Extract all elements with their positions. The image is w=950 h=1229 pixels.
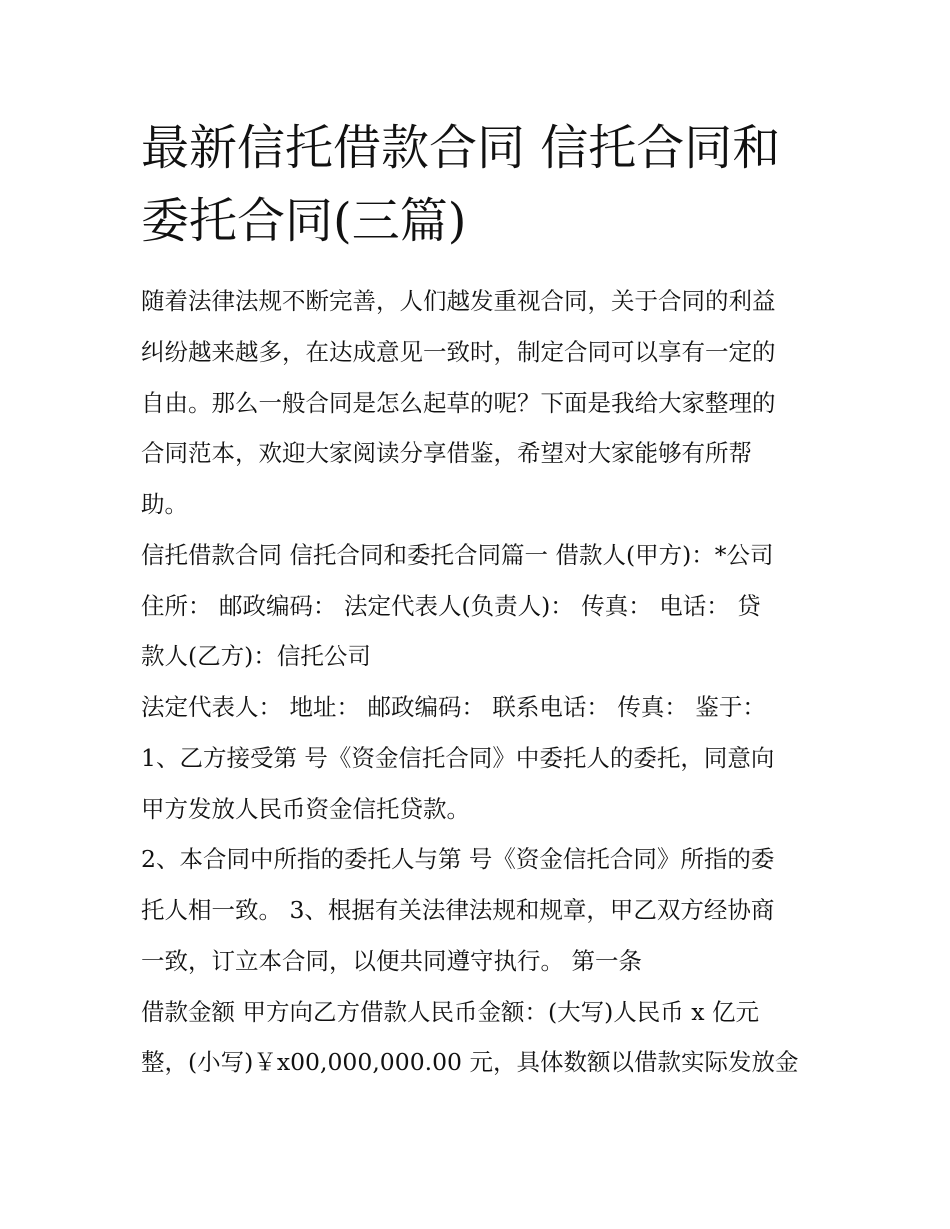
text-line: 一致，订立本合同，以便共同遵守执行。 第一条: [141, 947, 642, 975]
text-line: 住所： 邮政编码： 法定代表人(负责人)： 传真： 电话： 贷: [141, 592, 761, 620]
text-line: 托人相一致。 3、根据有关法律法规和规章，甲乙双方经协商: [141, 896, 775, 924]
text-line: 合同范本，欢迎大家阅读分享借鉴，希望对大家能够有所帮: [141, 439, 752, 467]
text-line: 借款金额 甲方向乙方借款人民币金额：(大写)人民币 x 亿元: [141, 998, 759, 1026]
document-title: [141, 112, 841, 258]
text-line: 法定代表人： 地址： 邮政编码： 联系电话： 传真： 鉴于：: [141, 693, 766, 721]
text-line: 纠纷越来越多，在达成意见一致时，制定合同可以享有一定的: [141, 338, 776, 366]
text-line: 自由。那么一般合同是怎么起草的呢？下面是我给大家整理的: [141, 389, 776, 417]
title-line-1: 最新信托借款合同 信托合同和: [141, 120, 781, 176]
title-line-2: 委托合同(三篇): [141, 193, 467, 249]
text-line: 1、乙方接受第 号《资金信托合同》中委托人的委托，同意向: [141, 744, 775, 772]
text-line: 款人(乙方)：信托公司: [141, 642, 371, 670]
text-line: 信托借款合同 信托合同和委托合同篇一 借款人(甲方)：*公司: [141, 541, 774, 569]
text-line: 甲方发放人民币资金信托贷款。: [141, 795, 470, 823]
text-line: 整，(小写)￥x00,000,000.00 元，具体数额以借款实际发放金: [141, 1048, 799, 1076]
text-line: 助。: [141, 490, 188, 518]
text-line: 2、本合同中所指的委托人与第 号《资金信托合同》所指的委: [141, 845, 775, 873]
text-line: 随着法律法规不断完善，人们越发重视合同，关于合同的利益: [141, 287, 776, 315]
